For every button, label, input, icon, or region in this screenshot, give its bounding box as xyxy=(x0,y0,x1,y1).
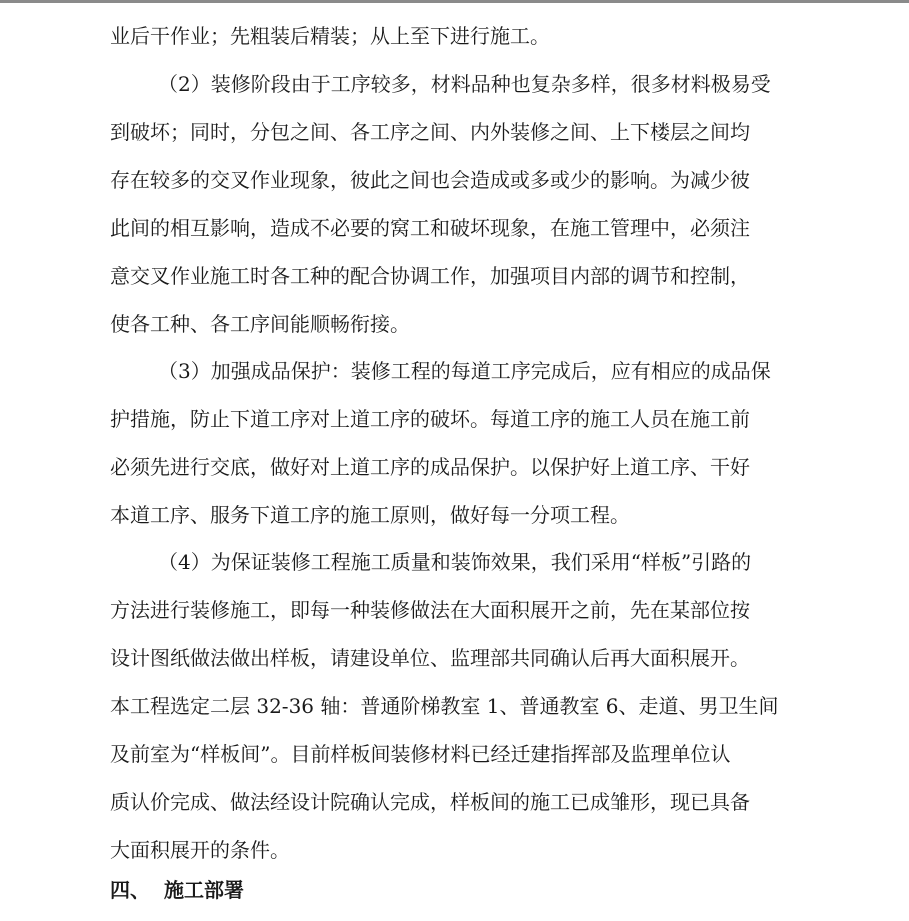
paragraph-4-start: （4）为保证装修工程施工质量和装饰效果，我们采用“样板”引路的 xyxy=(158,550,752,574)
text-line: 本道工序、服务下道工序的施工原则，做好每一分项工程。 xyxy=(110,503,630,527)
text-line: 设计图纸做法做出样板，请建设单位、监理部共同确认后再大面积展开。 xyxy=(110,646,750,670)
text-line: 方法进行装修施工，即每一种装修做法在大面积展开之前，先在某部位按 xyxy=(110,598,750,622)
text-line: 质认价完成、做法经设计院确认完成，样板间的施工已成雏形，现已具备 xyxy=(110,790,750,814)
section-heading xyxy=(110,876,244,904)
text-line: 护措施，防止下道工序对上道工序的破坏。每道工序的施工人员在施工前 xyxy=(110,407,750,431)
text-line: 存在较多的交叉作业现象，彼此之间也会造成或多或少的影响。为减少彼 xyxy=(110,168,750,192)
text-line: 使各工种、各工序间能顺畅衔接。 xyxy=(110,312,410,336)
text-line: 本工程选定二层 32-36 轴：普通阶梯教室 1、普通教室 6、走道、男卫生间 xyxy=(110,694,779,718)
section-number: 四、 xyxy=(110,878,150,902)
text-line: 必须先进行交底，做好对上道工序的成品保护。以保护好上道工序、干好 xyxy=(110,455,750,479)
text-line: 意交叉作业施工时各工种的配合协调工作，加强项目内部的调节和控制， xyxy=(110,264,750,288)
text-line: 及前室为“样板间”。目前样板间装修材料已经迁建指挥部及监理单位认 xyxy=(110,742,731,766)
text-line: 此间的相互影响，造成不必要的窝工和破坏现象，在施工管理中，必须注 xyxy=(110,216,750,240)
text-line: 业后干作业；先粗装后精装；从上至下进行施工。 xyxy=(110,24,550,48)
paragraph-2-start: （2）装修阶段由于工序较多，材料品种也复杂多样，很多材料极易受 xyxy=(158,72,771,96)
text-line: 大面积展开的条件。 xyxy=(110,838,290,862)
section-title: 施工部署 xyxy=(164,878,244,902)
paragraph-3-start: （3）加强成品保护：装修工程的每道工序完成后，应有相应的成品保 xyxy=(158,359,771,383)
text-line: 到破坏；同时，分包之间、各工序之间、内外装修之间、上下楼层之间均 xyxy=(110,120,750,144)
